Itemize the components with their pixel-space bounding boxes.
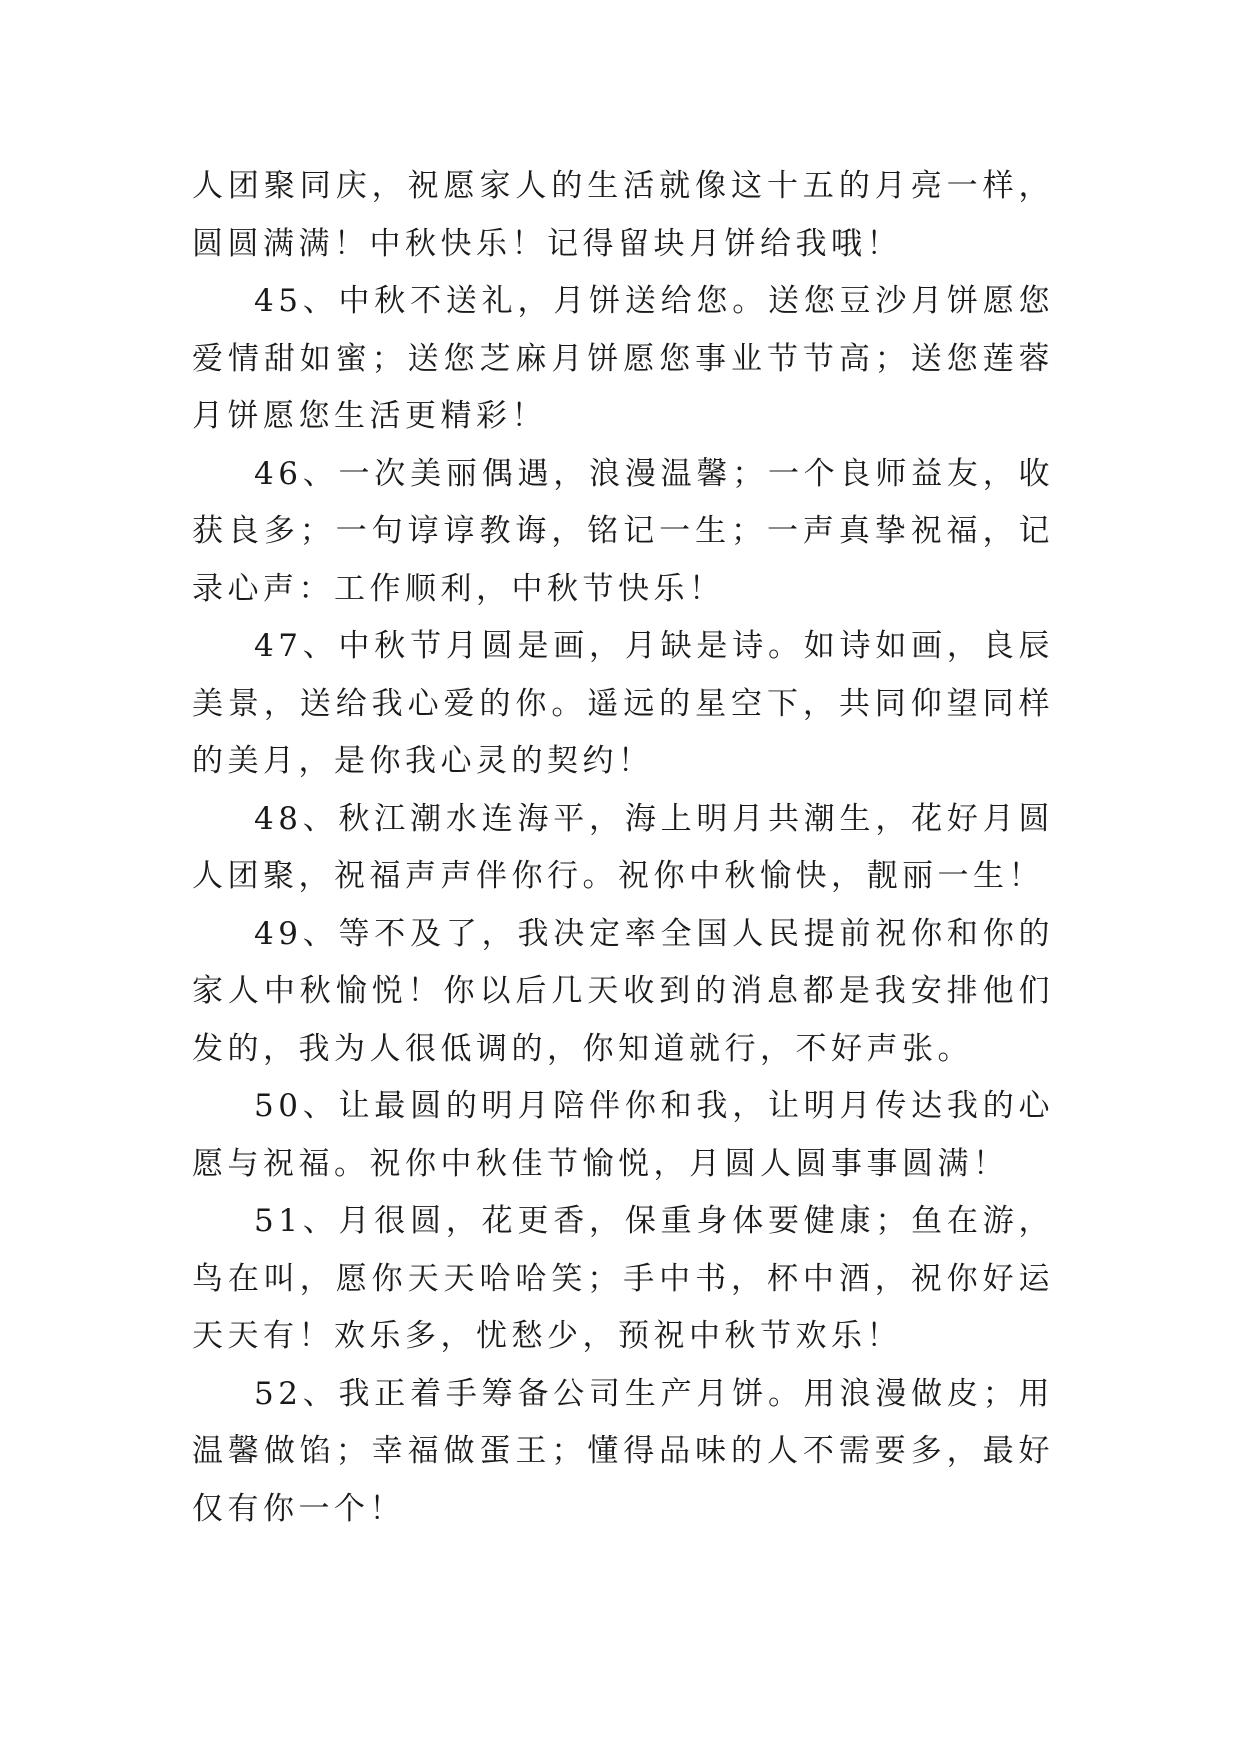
paragraph-47: 47、中秋节月圆是画，月缺是诗。如诗如画，良辰美景，送给我心爱的你。遥远的星空下，共同仰望同样的美月，是你我心灵的契约！ xyxy=(192,628,1054,779)
paragraph-45: 45、中秋不送礼，月饼送给您。送您豆沙月饼愿您爱情甜如蜜；送您芝麻月饼愿您事业节节高；送您莲蓉月饼愿您生活更精彩！ xyxy=(192,283,1054,434)
paragraph-46: 46、一次美丽偶遇，浪漫温馨；一个良师益友，收获良多；一句谆谆教诲，铭记一生；一声真挚祝福，记录心声：工作顺利，中秋节快乐！ xyxy=(192,455,1054,607)
paragraph-continued: 人团聚同庆，祝愿家人的生活就像这十五的月亮一样，圆圆满满！中秋快乐！记得留块月饼给我哦！ xyxy=(192,168,1054,262)
paragraph-51: 51、月很圆，花更香，保重身体要健康；鱼在游，鸟在叫，愿你天天哈哈笑；手中书，杯中酒，祝你好运天天有！欢乐多，忧愁少，预祝中秋节欢乐！ xyxy=(192,1203,1054,1354)
document-body xyxy=(192,158,1054,1538)
paragraph-48: 48、秋江潮水连海平，海上明月共潮生，花好月圆人团聚，祝福声声伴你行。祝你中秋愉快，靓丽一生！ xyxy=(192,800,1054,894)
paragraph-50: 50、让最圆的明月陪伴你和我，让明月传达我的心愿与祝福。祝你中秋佳节愉悦，月圆人圆事事圆满！ xyxy=(192,1088,1054,1182)
paragraph-49: 49、等不及了，我决定率全国人民提前祝你和你的家人中秋愉悦！你以后几天收到的消息都是我安排他们发的，我为人很低调的，你知道就行，不好声张。 xyxy=(192,915,1054,1067)
paragraph-52: 52、我正着手筹备公司生产月饼。用浪漫做皮；用温馨做馅；幸福做蛋王；懂得品味的人不需要多，最好仅有你一个！ xyxy=(192,1375,1054,1527)
